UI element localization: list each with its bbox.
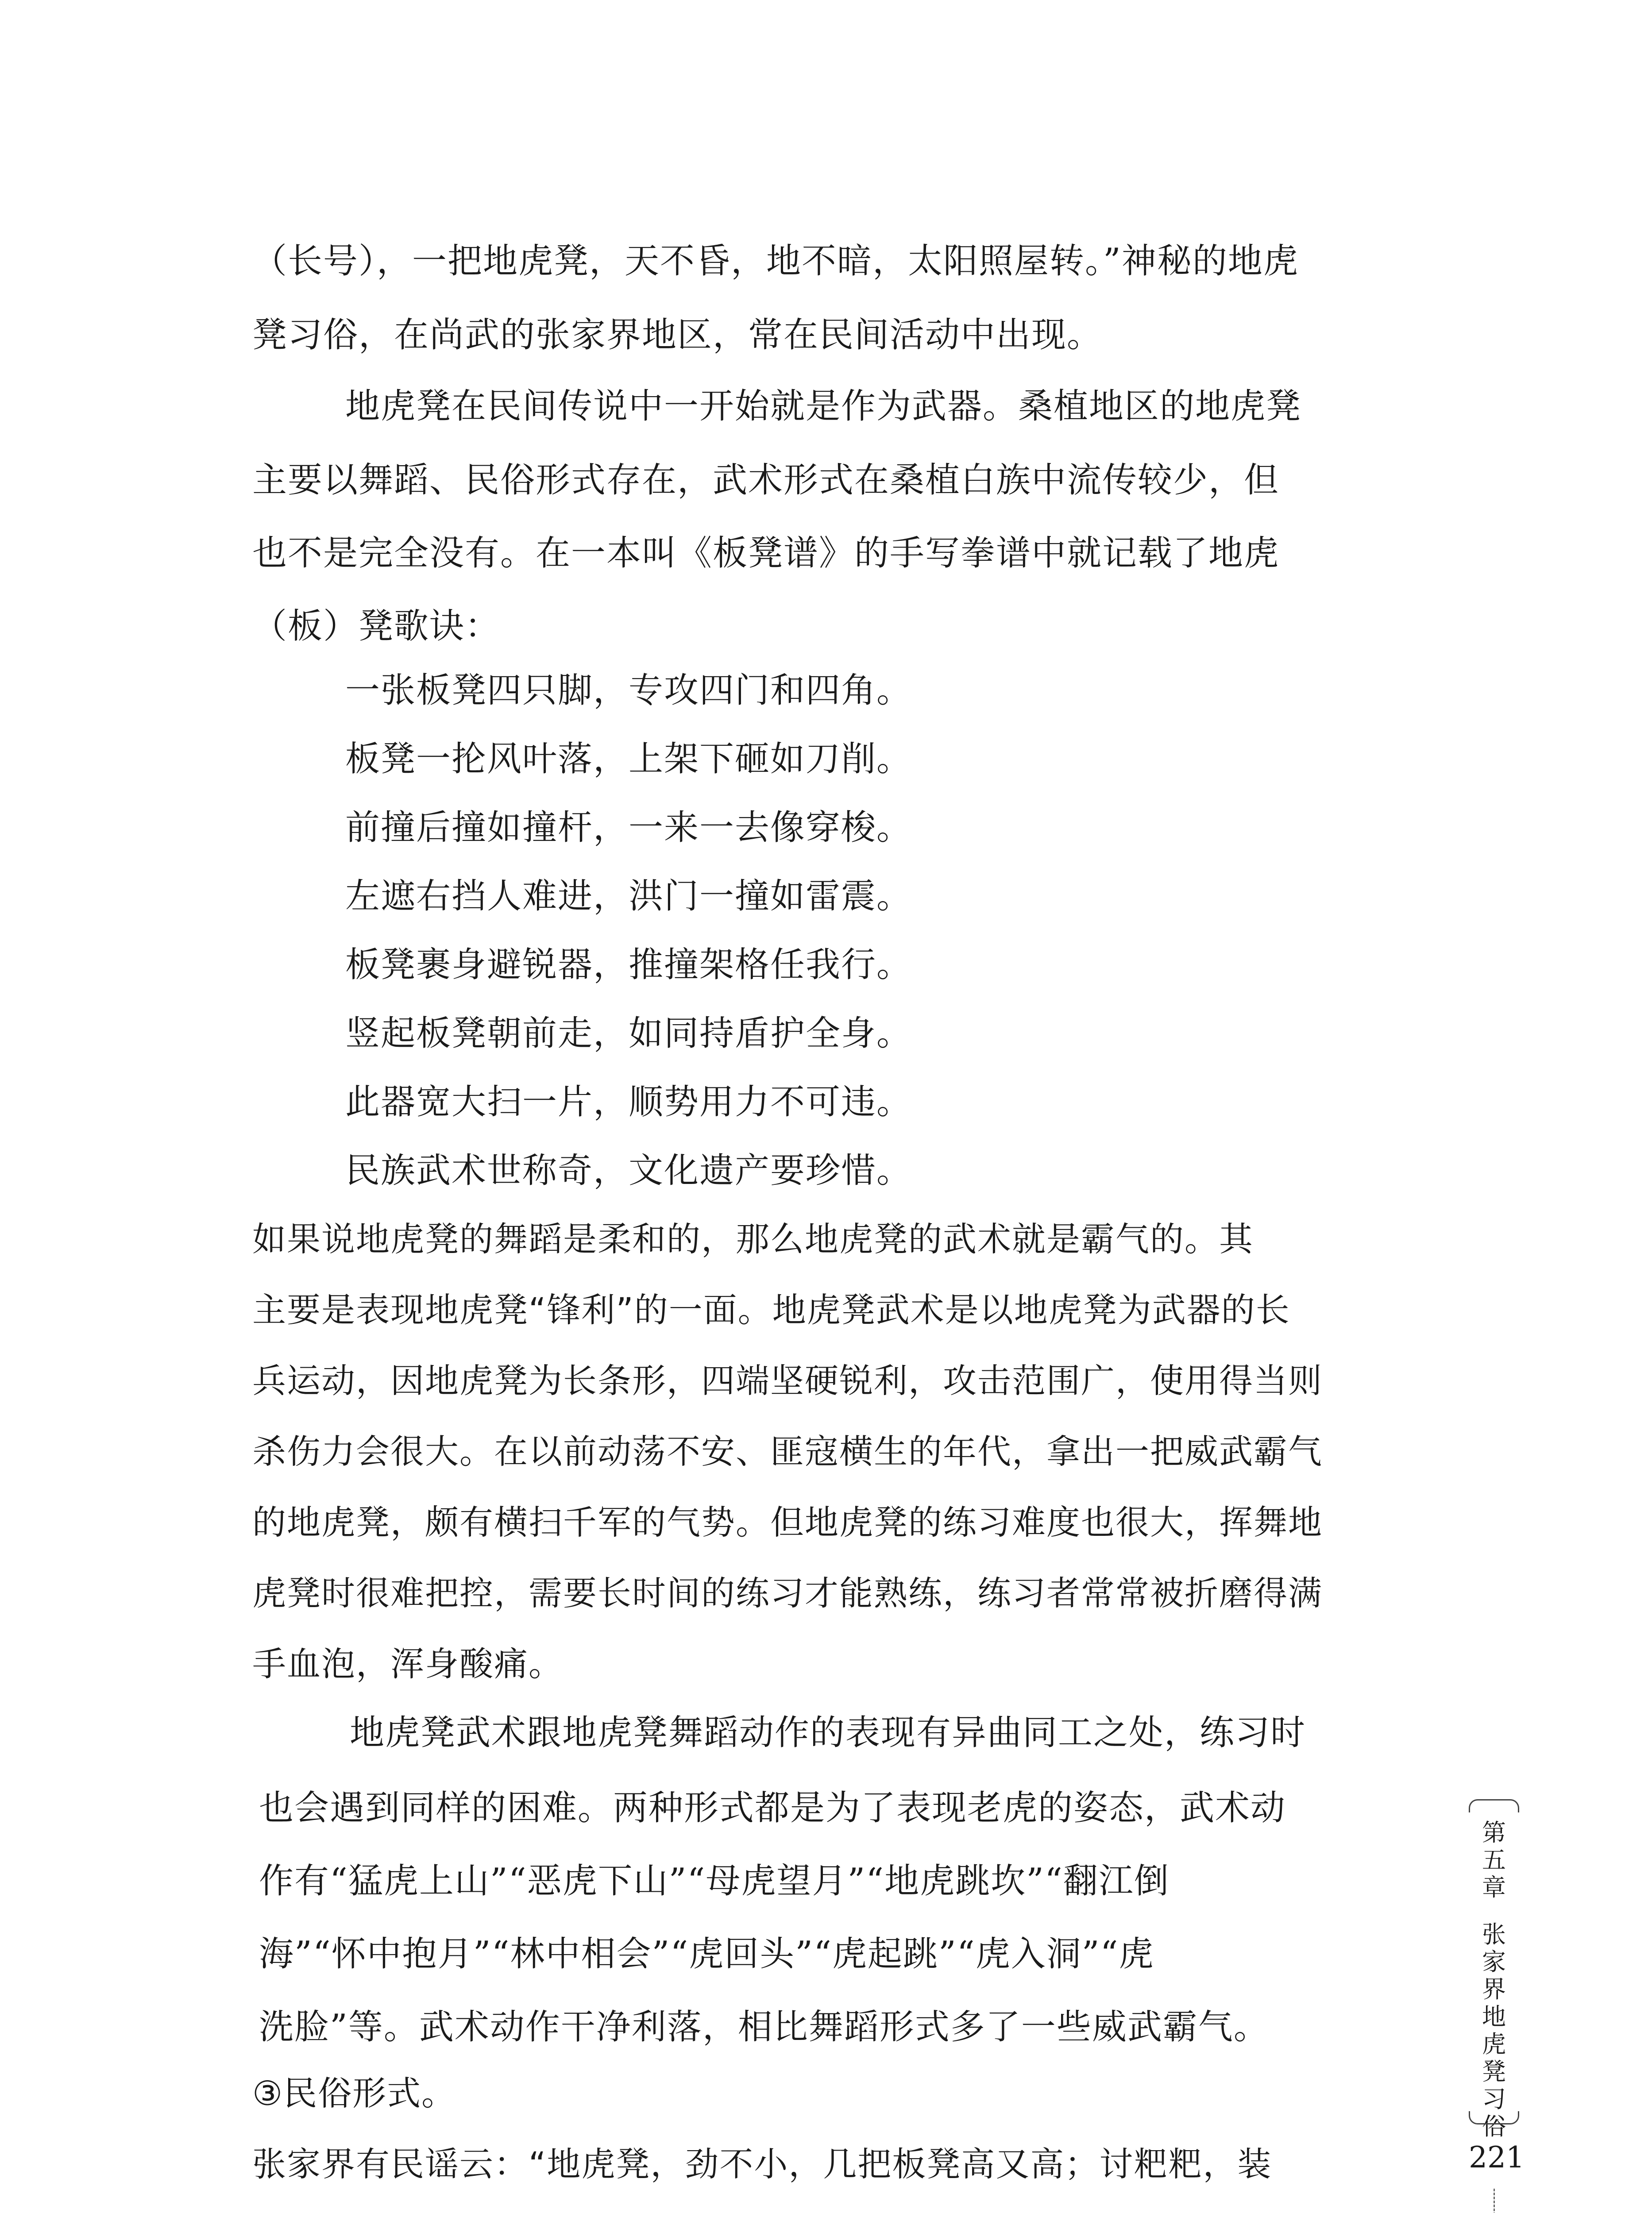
sidebar-bracket-bottom xyxy=(1469,2111,1519,2124)
section-heading: ③民俗形式。 xyxy=(252,2074,456,2113)
text-line: 主要是表现地虎凳“锋利”的一面。地虎凳武术是以地虎凳为武器的长 xyxy=(252,1290,1290,1330)
text-line: 兵运动，因地虎凳为长条形，四端坚硬锐利，攻击范围广，使用得当则 xyxy=(252,1361,1323,1400)
text-line: 海”“怀中抱月”“林中相会”“虎回头”“虎起跳”“虎入洞”“虎 xyxy=(259,1934,1154,1974)
text-line: 手血泡，浑身酸痛。 xyxy=(252,1644,563,1684)
text-line: 也不是完全没有。在一本叫《板凳谱》的手写拳谱中就记载了地虎 xyxy=(252,533,1280,573)
verse-line: 板凳一抡风叶落，上架下砸如刀削。 xyxy=(345,739,912,779)
text-line: 主要以舞蹈、民俗形式存在，武术形式在桑植白族中流传较少，但 xyxy=(252,460,1280,500)
text-line: 也会遇到同样的困难。两种形式都是为了表现老虎的姿态，武术动 xyxy=(259,1788,1286,1828)
verse-line: 竖起板凳朝前走，如同持盾护全身。 xyxy=(345,1014,912,1053)
page-divider xyxy=(1494,2189,1495,2213)
page-number: 221 xyxy=(1469,2140,1525,2174)
text-line xyxy=(252,2211,1341,2213)
sidebar-bracket-top xyxy=(1469,1799,1519,1812)
text-line: 凳习俗，在尚武的张家界地区，常在民间活动中出现。 xyxy=(252,315,1103,355)
text-line: （板）凳歌诀： xyxy=(252,606,501,646)
text-line: 如果说地虎凳的舞蹈是柔和的，那么地虎凳的武术就是霸气的。其 xyxy=(252,1219,1254,1259)
text-line: （长号），一把地虎凳，天不昏，地不暗，太阳照屋转。”神秘的地虎 xyxy=(252,241,1299,281)
sidebar-title: 张家界地虎凳习俗 xyxy=(1482,1920,1506,2140)
verse-line: 板凳裹身避锐器，推撞架格任我行。 xyxy=(345,945,912,985)
text-line: 杀伤力会很大。在以前动荡不安、匪寇横生的年代，拿出一把威武霸气 xyxy=(252,1432,1323,1471)
text-line: 地虎凳在民间传说中一开始就是作为武器。桑植地区的地虎凳 xyxy=(345,386,1302,426)
verse-line: 左遮右挡人难进，洪门一撞如雷震。 xyxy=(345,876,912,916)
text-line: 洗脸”等。武术动作干净利落，相比舞蹈形式多了一些威武霸气。 xyxy=(259,2007,1269,2047)
text-line: 作有“猛虎上山”“恶虎下山”“母虎望月”“地虎跳坎”“翻江倒 xyxy=(259,1861,1170,1901)
verse-line: 一张板凳四只脚，专攻四门和四角。 xyxy=(345,671,912,710)
text-line: 虎凳时很难把控，需要长时间的练习才能熟练，练习者常常被折磨得满 xyxy=(252,1573,1323,1613)
text-line: 张家界有民谣云：“地虎凳，劲不小，几把板凳高又高；讨粑粑，装 xyxy=(252,2144,1272,2184)
text-line: 地虎凳武术跟地虎凳舞蹈动作的表现有异曲同工之处，练习时 xyxy=(350,1713,1306,1753)
verse-line: 此器宽大扫一片，顺势用力不可违。 xyxy=(345,1082,912,1122)
text-line: 的地虎凳，颇有横扫千军的气势。但地虎凳的练习难度也很大，挥舞地 xyxy=(252,1503,1323,1542)
sidebar-chapter: 第五章 xyxy=(1482,1819,1506,1901)
verse-line: 前撞后撞如撞杆，一来一去像穿梭。 xyxy=(345,808,912,848)
verse-line: 民族武术世称奇，文化遗产要珍惜。 xyxy=(345,1151,912,1191)
